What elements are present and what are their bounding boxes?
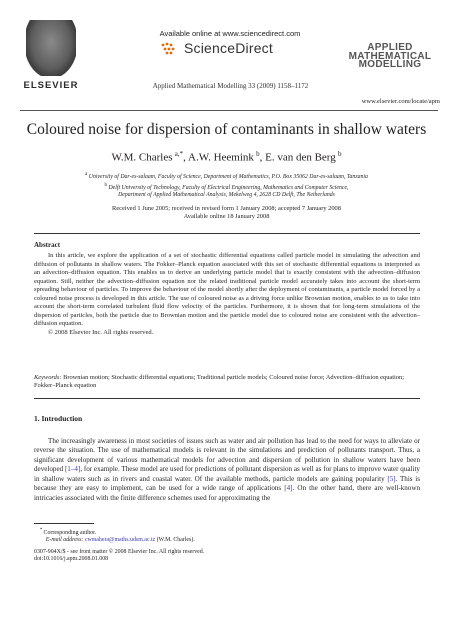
email-label: E-mail address: <box>45 537 84 544</box>
journal-url[interactable]: www.elsevier.com/locate/apm <box>361 98 440 105</box>
intro-paragraph <box>34 437 420 503</box>
sciencedirect-logo <box>158 40 308 58</box>
abstract-bottom-divider <box>34 398 420 399</box>
author-name: A.W. Heemink <box>188 151 254 164</box>
keywords <box>34 374 420 391</box>
abstract-heading: Abstract <box>34 241 61 249</box>
footnote <box>34 527 420 545</box>
footnote-divider <box>34 523 94 524</box>
author-sup: b <box>337 150 342 158</box>
affiliations <box>30 171 423 200</box>
intro-text: . On the other hand, there are well-known intricacies associated with the finite difference schemes used for approximating the <box>34 484 420 502</box>
author-name: W.M. Charles <box>111 151 173 164</box>
intro-text: . This is because they are easy to implement, can be used for a wide range of applications <box>34 474 420 493</box>
article-title: Coloured noise for dispersion of contaminants in shallow waters <box>26 121 427 138</box>
affiliation-sup: a <box>85 172 88 177</box>
available-online-text: Available online at www.sciencedirect.com <box>159 29 301 38</box>
author-list: W.M. Charles $^{a,*}$, A.W. Heemink $^b$, E. van den Berg $^b$ <box>111 150 342 164</box>
journal-logo-line: APPLIED <box>367 42 413 53</box>
intro-text: , for example. These model are used for predictions of pollutant dispersion as well as for plans to improve water quality in shallow waters such as in rivers and coastal water. Of the available methods, particle models are gaining popularity <box>34 465 420 483</box>
affiliation-line <box>30 171 423 182</box>
publisher-name: ELSEVIER <box>23 80 79 91</box>
abstract-section <box>34 252 420 337</box>
keywords-text: Brownian motion; Stochastic differential equations; Traditional particle models; Coloured noise force; Advection–diffusion equation; Fokker–Planck equation <box>34 374 404 390</box>
affiliation-text: Department of Applied Mathematical Analysis, Mekelweg 4, 2628 CD Delft, The Netherlands <box>118 192 335 199</box>
sciencedirect-dots-icon <box>160 41 180 57</box>
footnote-star: * <box>39 528 43 533</box>
author-name: E. van den Berg <box>265 151 336 164</box>
keywords-label: Keywords: <box>34 374 62 381</box>
sciencedirect-wordmark: ScienceDirect <box>184 40 273 56</box>
citation-link[interactable]: [5] <box>387 474 396 483</box>
affiliation-text: Delft University of Technology, Faculty of Electrical Engineering, Mathematics and Computer Science, <box>108 184 349 191</box>
journal-reference: Applied Mathematical Modelling 33 (2009) 1158–1172 <box>152 82 309 90</box>
imprint <box>34 549 420 564</box>
author-sup: a,* <box>174 150 184 158</box>
citation-link[interactable]: [4] <box>284 484 293 493</box>
abstract-text: In this article, we explore the application of a set of stochastic differential equations called particle model in simulating the advection and diffusion of pollutants in shallow waters. The Fokker–Planck equation associated with this set of stochastic differential equations is interpreted as an advection–diffusion equation. This enables us to derive an underlying particle model that is exactly consistent with the advection–diffusion equation. Still, neither the advection–diffusion equation nor the related traditional particle model accurately takes into account the short-term spreading behaviour of particles. To improve the behaviour of the model shortly after the deployment of contaminants, a particle model forced by a coloured noise process is developed in this article. The use of coloured noise as a driving force unlike Brownian motion, enables to us to take into account the short-term correlated turbulent fluid flow velocity of the particles. Furthermore, it is shown that for long-term simulations of the dispersion of particles, both the particle due to Brownian motion and the particle model due to coloured noise are consistent with the advection–diffusion equation. <box>34 252 420 327</box>
affiliation-text: University of Dar-es-salaam, Faculty of Science, Department of Mathematics, P.O. Box 35062 Dar-es-salaam, Tanzania <box>88 173 368 180</box>
elsevier-tree-icon <box>26 20 76 76</box>
email-link[interactable]: cwmahera@maths.udsm.ac.tz <box>84 537 156 544</box>
affiliation-line <box>30 182 423 193</box>
intro-text: The increasingly awareness in most societies of issues such as water and air pollution has lead to the need for ways to alleviate or reverse the situation. The use of mathematical models is relevant in the simulations and prediction of pollutants transport. Thus, a significant development of various mathematical models for advection and dispersion of pollution in shallow waters have been developed <box>34 437 420 474</box>
doi-line[interactable]: doi:10.1016/j.apm.2008.01.008 <box>34 556 109 563</box>
journal-logo-line: MATHEMATICAL <box>348 50 432 62</box>
abstract-top-divider <box>34 233 420 234</box>
journal-logo <box>344 44 436 70</box>
article-dates <box>20 205 433 221</box>
imprint-line: 0307-904X/$ - see front matter © 2008 Elsevier Inc. All rights reserved. <box>34 549 205 555</box>
affiliation-sup: b <box>104 182 108 188</box>
received-line: Received 1 June 2005; received in revised form 1 January 2008; accepted 7 January 2008 <box>112 205 341 212</box>
elsevier-logo <box>20 20 82 90</box>
affiliation-line <box>30 192 423 200</box>
email-suffix: (W.M. Charles). <box>155 537 195 544</box>
section-heading: 1. Introduction <box>34 414 83 423</box>
footnote-email <box>34 537 420 544</box>
citation-link[interactable]: [1–4] <box>64 465 81 474</box>
abstract-copyright: © 2008 Elsevier Inc. All rights reserved. <box>48 328 154 336</box>
footnote-text: Corresponding author. <box>43 529 97 536</box>
author-sup: b <box>256 150 260 158</box>
footnote-corresponding <box>34 527 420 537</box>
available-line: Available online 18 January 2008 <box>183 213 270 220</box>
journal-logo-line: MODELLING <box>358 59 422 70</box>
header-divider <box>20 110 438 111</box>
